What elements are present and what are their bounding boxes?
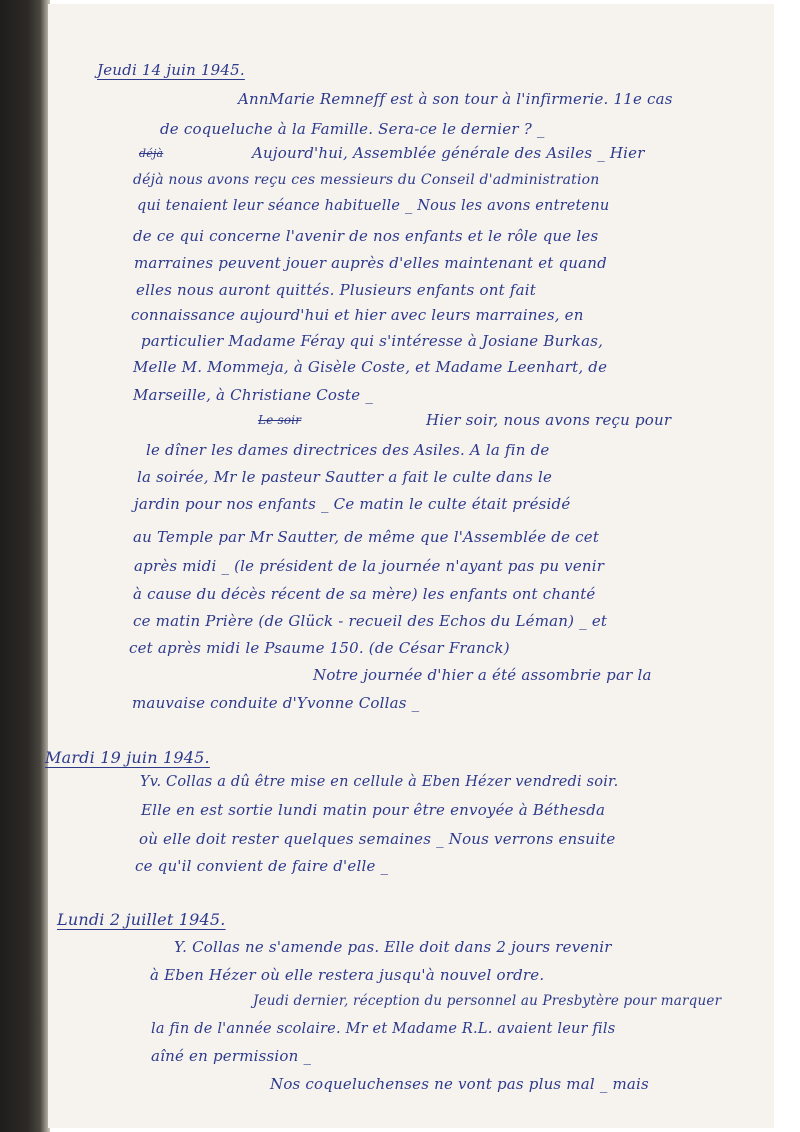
entry-line: elles nous auront quittés. Plusieurs enfants ont fait xyxy=(136,281,536,299)
entry-line: où elle doit rester quelques semaines _ Nous verrons ensuite xyxy=(139,830,616,848)
entry-date: Mardi 19 juin 1945. xyxy=(45,748,210,767)
entry-line: particulier Madame Féray qui s'intéresse à Josiane Burkas, xyxy=(141,332,604,350)
entry-line: Marseille, à Christiane Coste _ xyxy=(133,386,374,404)
entry-date: Jeudi 14 juin 1945. xyxy=(97,61,245,79)
entry-line: Aujourd'hui, Assemblée générale des Asiles _ Hier xyxy=(252,144,645,162)
entry-line: à cause du décès récent de sa mère) les enfants ont chanté xyxy=(133,585,596,603)
notebook-spine xyxy=(0,0,50,1132)
entry-line: Yv. Collas a dû être mise en cellule à Eben Hézer vendredi soir. xyxy=(140,774,619,790)
entry-line: la soirée, Mr le pasteur Sautter a fait le culte dans le xyxy=(137,468,553,486)
entry-line: connaissance aujourd'hui et hier avec leurs marraines, en xyxy=(131,306,584,324)
entry-date: Lundi 2 juillet 1945. xyxy=(57,910,226,929)
entry-line: à Eben Hézer où elle restera jusqu'à nouvel ordre. xyxy=(150,966,545,984)
entry-line: déjà nous avons reçu ces messieurs du Conseil d'administration xyxy=(133,172,600,188)
entry-line: Melle M. Mommeja, à Gisèle Coste, et Madame Leenhart, de xyxy=(133,358,608,376)
struck-word: Le soir xyxy=(258,413,302,427)
entry-line: au Temple par Mr Sautter, de même que l'Assemblée de cet xyxy=(133,528,600,546)
entry-line: ce matin Prière (de Glück - recueil des Echos du Léman) _ et xyxy=(133,612,608,630)
entry-line: qui tenaient leur séance habituelle _ Nous les avons entretenu xyxy=(137,198,610,214)
struck-word: déjà xyxy=(139,147,164,160)
entry-line: mauvaise conduite d'Yvonne Collas _ xyxy=(132,694,420,712)
entry-line: Y. Collas ne s'amende pas. Elle doit dans 2 jours revenir xyxy=(174,938,612,956)
entry-line: le dîner les dames directrices des Asiles. A la fin de xyxy=(146,441,550,459)
entry-line: Jeudi dernier, réception du personnel au Presbytère pour marquer xyxy=(253,993,722,1009)
entry-line: aîné en permission _ xyxy=(151,1047,312,1065)
entry-line: de ce qui concerne l'avenir de nos enfants et le rôle que les xyxy=(133,227,599,245)
entry-line: Elle en est sortie lundi matin pour être envoyée à Béthesda xyxy=(141,801,606,819)
entry-line: Notre journée d'hier a été assombrie par la xyxy=(313,666,652,684)
entry-line: Nos coqueluchenses ne vont pas plus mal _ mais xyxy=(270,1075,649,1093)
entry-line: cet après midi le Psaume 150. (de César Franck) xyxy=(129,639,510,657)
entry-line: Hier soir, nous avons reçu pour xyxy=(426,411,672,429)
entry-line: marraines peuvent jouer auprès d'elles maintenant et quand xyxy=(134,254,607,272)
entry-line: AnnMarie Remneff est à son tour à l'infirmerie. 11e cas xyxy=(238,90,673,108)
entry-line: de coqueluche à la Famille. Sera-ce le dernier ? _ xyxy=(160,120,545,138)
entry-line: ce qu'il convient de faire d'elle _ xyxy=(135,857,389,875)
entry-line: après midi _ (le président de la journée n'ayant pas pu venir xyxy=(134,557,605,575)
page-margin xyxy=(774,0,800,1132)
entry-line: la fin de l'année scolaire. Mr et Madame R.L. avaient leur fils xyxy=(151,1021,616,1037)
entry-line: jardin pour nos enfants _ Ce matin le culte était présidé xyxy=(134,495,571,513)
